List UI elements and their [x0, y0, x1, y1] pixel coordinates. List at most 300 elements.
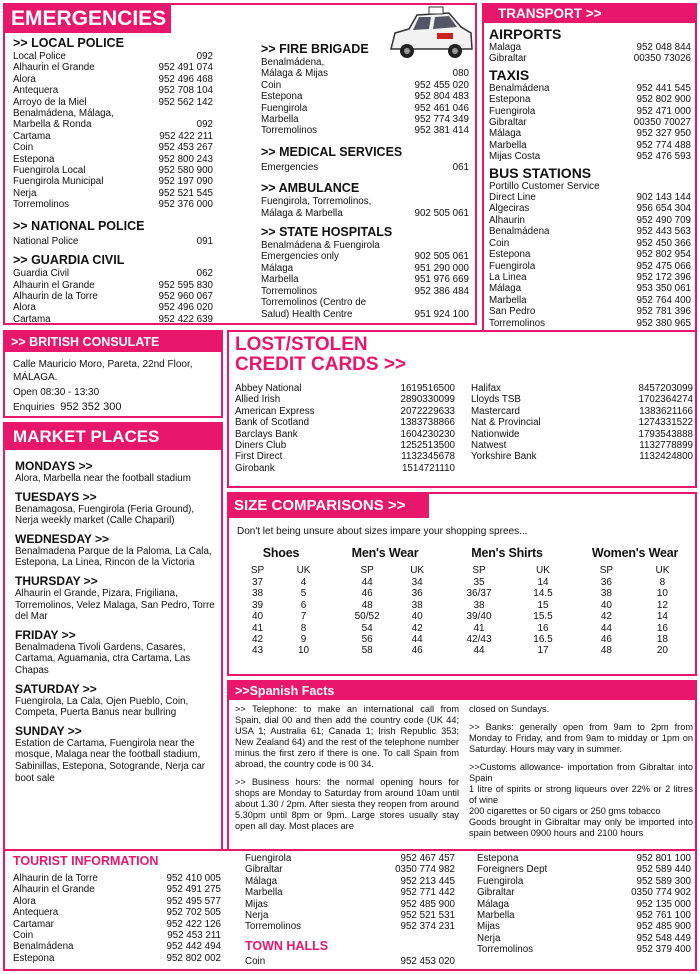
fire-brigade-name: Marbella [261, 114, 299, 126]
card-issuer: Diners Club [235, 440, 287, 452]
size-value: 16 [537, 622, 549, 634]
bus-station-number: 952 781 396 [636, 306, 691, 318]
size-value: 39 [251, 599, 264, 611]
tourist-office-row [13, 907, 221, 918]
tourist-office-row [13, 884, 221, 895]
credit-card-row [235, 440, 455, 451]
size-value: 16 [656, 622, 668, 634]
size-column-header: SP [360, 565, 374, 576]
tourist-office-row [477, 933, 691, 944]
market-day-locations: Benamagosa, Fuengirola (Feria Ground), Nerja weekly market (Calle Chaparil) [15, 503, 195, 527]
card-number: 2072229633 [400, 405, 455, 417]
tourist-office-row [477, 876, 691, 887]
fire-brigade-name: Coin [261, 79, 282, 91]
tourist-office-name: Foreigners Dept [477, 864, 548, 876]
guardia-civil-row [13, 314, 213, 325]
local-police-number: 952 800 243 [158, 153, 213, 165]
size-group-women-s-wear [579, 546, 691, 657]
local-police-number: 952 562 142 [158, 96, 213, 108]
bus-station-number: 952 764 400 [636, 294, 691, 306]
taxi-name: Málaga [489, 128, 522, 140]
tourist-office-number: 952 467 457 [400, 853, 455, 864]
tourist-office-row [245, 853, 455, 864]
market-day-tuesdays [15, 490, 217, 527]
tourist-office-name: Gibraltar [245, 864, 283, 876]
tourist-office-name: Nerja [245, 910, 269, 922]
bus-station-name: Algeciras [489, 203, 530, 215]
town-hall-number: 952 453 020 [400, 956, 455, 967]
taxi-row [489, 94, 691, 105]
size-value: 40 [251, 611, 264, 623]
tourist-office-number: 952 521 531 [400, 910, 455, 922]
national-police-heading: >> NATIONAL POLICE [13, 218, 145, 233]
local-police-number: 952 580 900 [158, 165, 213, 177]
bus-stations-heading: BUS STATIONS [489, 164, 592, 181]
tourist-office-number: 952 410 005 [166, 873, 221, 884]
tourist-office-row [13, 953, 221, 964]
tourist-office-row [477, 921, 691, 932]
tourist-office-name: Estepona [477, 853, 519, 864]
tourist-office-number: 952 422 126 [166, 918, 221, 930]
hospital-row [261, 263, 469, 274]
tourist-office-number: 952 135 000 [636, 898, 691, 910]
local-police-name: Estepona [13, 153, 55, 165]
local-police-name: Coin [13, 142, 34, 154]
local-police-number: 952 376 000 [158, 199, 213, 211]
fire-brigade-number: 952 381 414 [414, 125, 469, 137]
tourist-office-row [477, 910, 691, 921]
guardia-civil-row [13, 280, 213, 291]
taxi-name: Marbella [489, 139, 527, 151]
fact-paragraph: 1 litre of spirits or strong liqueurs over 22% or 2 litres of wine [469, 784, 693, 805]
tourist-office-row [13, 919, 221, 930]
taxi-row [489, 128, 691, 139]
size-group-heading: Men's Shirts [471, 546, 543, 560]
tourist-title: TOURIST INFORMATION [13, 854, 159, 868]
tourist-office-name: Marbella [245, 887, 283, 899]
card-issuer: Natwest [471, 440, 507, 452]
size-group-heading: Men's Wear [351, 546, 419, 560]
size-value: 37 [251, 577, 264, 588]
hospital-name: Málaga [261, 262, 294, 274]
transport-title: TRANSPORT >> [484, 5, 695, 23]
fire-brigade-number: 080 [452, 68, 469, 80]
local-police-name: Arroyo de la Miel [13, 96, 87, 108]
local-police-row [13, 131, 213, 142]
town-hall-name: Coin [245, 956, 266, 967]
size-value: 17 [537, 645, 549, 657]
airport-name: Gibraltar [489, 53, 527, 65]
fire-brigade-name: Benalmádena, [261, 57, 325, 68]
tourist-office-number: 0350 774 902 [631, 887, 691, 899]
local-police-number: 952 491 074 [158, 62, 213, 74]
guardia-civil-row [13, 302, 213, 313]
local-police-number: 952 422 211 [159, 130, 213, 142]
fact-paragraph: closed on Sundays. [469, 704, 550, 714]
tourist-office-name: Alora [13, 895, 36, 907]
taxi-name: Estepona [489, 94, 531, 106]
tourist-office-name: Marbella [477, 910, 515, 922]
tourist-office-number: 952 485 900 [400, 898, 455, 910]
hospital-row [261, 286, 469, 297]
guardia-civil-number: 952 422 639 [158, 313, 213, 325]
card-number: 1604230230 [400, 428, 455, 440]
credit-card-row [471, 383, 693, 394]
hospital-row [261, 240, 469, 251]
bus-station-row [489, 192, 691, 203]
size-column-header: SP [250, 565, 265, 576]
local-police-row [13, 108, 213, 119]
size-value: 54 [361, 622, 373, 634]
taxi-name: Benalmádena [489, 82, 550, 94]
guardia-civil-name: Alhaurin de la Torre [13, 290, 98, 302]
fact-paragraph: 200 cigarettes or 50 cigars or 250 gms tobacco [469, 806, 661, 816]
consulate-address-1: Calle Mauricio Moro, Pareta, 22nd Floor, [13, 359, 193, 370]
market-day-mondays [15, 459, 217, 485]
size-value: 39/40 [466, 611, 492, 623]
hospital-row [261, 297, 469, 308]
local-police-name: Antequera [13, 85, 59, 97]
credit-card-row [235, 429, 455, 440]
tourist-office-number: 952 771 442 [400, 887, 455, 899]
hospital-row [261, 251, 469, 262]
ambulance-row [261, 196, 469, 207]
size-value: 40 [600, 599, 612, 611]
bus-station-name: Málaga [489, 283, 522, 295]
market-day-heading: TUESDAYS >> [15, 489, 97, 504]
tourist-office-name: Estepona [13, 952, 55, 964]
tourist-office-number: 952 801 100 [636, 853, 691, 864]
market-day-locations: Alora, Marbella near the football stadium [15, 473, 191, 484]
size-value: 46 [361, 588, 373, 600]
airport-row [489, 53, 691, 64]
bus-station-row [489, 238, 691, 249]
market-day-heading: FRIDAY >> [15, 627, 76, 642]
tourist-office-row [477, 899, 691, 910]
size-table [235, 561, 327, 657]
guardia-civil-name: Alhaurin el Grande [13, 279, 95, 291]
taxi-number: 952 476 593 [636, 151, 691, 163]
fire-brigade-number: 952 461 046 [414, 102, 469, 114]
credit-card-row [471, 451, 693, 462]
size-value: 16.5 [533, 634, 553, 646]
bus-station-name: La Linea [489, 271, 527, 283]
local-police-number: 092 [196, 119, 213, 131]
hospital-number: 902 505 061 [414, 251, 469, 263]
consulate-hours: Open 08:30 - 13:30 [13, 387, 100, 398]
card-number: 1274331522 [638, 417, 693, 429]
bus-station-row [489, 283, 691, 294]
local-police-name: Fuengirola Municipal [13, 176, 104, 188]
fire-brigade-row [261, 114, 469, 125]
size-group-men-s-shirts [443, 546, 571, 657]
tourist-office-number: 0350 774 982 [395, 864, 455, 876]
bus-station-number: 902 143 144 [636, 192, 691, 204]
tourist-office-name: Fuengirola [477, 875, 524, 887]
size-value: 8 [300, 622, 307, 634]
consulate-title: >> BRITISH CONSULATE [5, 332, 221, 352]
size-value: 44 [411, 634, 423, 646]
size-row [579, 623, 691, 634]
guardia-civil-number: 952 496 020 [158, 302, 213, 314]
tourist-office-name: Benalmádena [13, 941, 74, 953]
tourist-office-name: Nerja [477, 932, 501, 944]
guardia-civil-name: Cartama [13, 313, 51, 325]
credit-cards-title: LOST/STOLEN CREDIT CARDS >> [235, 334, 407, 375]
hospital-row [261, 309, 469, 320]
tourist-office-number: 952 495 577 [166, 895, 221, 907]
credit-card-row [471, 394, 693, 405]
market-day-thursday [15, 574, 217, 623]
national-police-number: 091 [196, 235, 213, 247]
guardia-civil-number: 062 [196, 268, 213, 280]
fire-brigade-number: 952 455 020 [414, 79, 469, 91]
credit-card-row [471, 429, 693, 440]
bus-station-number: 952 802 954 [636, 249, 691, 261]
size-value: 9 [300, 634, 307, 646]
tourist-office-name: Mijas [245, 898, 268, 910]
local-police-row [13, 97, 213, 108]
size-row [443, 577, 571, 588]
size-value: 15.5 [533, 611, 553, 623]
size-value: 44 [600, 622, 612, 634]
local-police-row [13, 62, 213, 73]
tourist-office-name: Gibraltar [477, 887, 515, 899]
local-police-number: 952 521 545 [158, 187, 213, 199]
card-issuer: Nationwide [471, 428, 520, 440]
fire-brigade-row [261, 103, 469, 114]
size-value: 58 [361, 645, 373, 657]
airport-number: 00350 73026 [633, 53, 691, 65]
emergencies-left-column [13, 35, 213, 325]
size-group-heading: Women's Wear [591, 546, 679, 560]
airports-heading: AIRPORTS [489, 26, 562, 42]
size-row [335, 611, 435, 622]
taxi-row [489, 83, 691, 94]
bus-station-row [489, 295, 691, 306]
tourist-office-number: 952 548 449 [636, 932, 691, 944]
market-day-saturday [15, 682, 217, 719]
tourist-office-row [13, 873, 221, 884]
bus-station-number: 953 350 061 [636, 283, 691, 295]
size-value: 5 [300, 588, 307, 600]
guardia-civil-heading: >> GUARDIA CIVIL [13, 253, 125, 268]
size-value: 12 [656, 599, 668, 611]
size-value: 41 [251, 622, 264, 634]
size-row [235, 588, 327, 599]
card-number: 1383621166 [639, 405, 693, 417]
size-row [335, 588, 435, 599]
size-value: 36 [600, 577, 612, 588]
fact-paragraph: >> Business hours: the normal opening hours for shops are Monday to Saturday from around 10am until about 1.30 / 2pm. After siesta they reopen from around 5.30pm until 8pm or 9pm. Large stores usually stay open all day. Most places are [235, 777, 459, 831]
medical-row [261, 162, 469, 173]
bus-station-number: 952 380 965 [636, 317, 691, 329]
size-row [443, 611, 571, 622]
size-value: 43 [251, 645, 264, 657]
size-value: 10 [656, 588, 668, 600]
size-value: 14.5 [533, 588, 553, 600]
bus-station-row [489, 215, 691, 226]
bus-station-name: Marbella [489, 294, 527, 306]
tourist-office-row [245, 876, 455, 887]
market-day-wednesday [15, 532, 217, 569]
hospital-name: Torremolinos [261, 285, 318, 297]
taxi-number: 952 441 545 [636, 82, 691, 94]
size-value: 38 [411, 599, 423, 611]
tourist-office-name: Alhaurin el Grande [13, 884, 95, 896]
credit-card-row [235, 463, 455, 474]
bus-station-row [489, 318, 691, 329]
fact-paragraph: Goods brought in Gibraltar may only be imported into spain between 0900 hours and 2100 hours [469, 817, 693, 838]
ambulance-row [261, 208, 469, 219]
tourist-office-row [245, 887, 455, 898]
local-police-heading: >> LOCAL POLICE [13, 36, 124, 50]
fact-paragraph: >> Telephone: to make an international call from Spain, dial 00 and then add the country code (UK 44; USA 1; Australia 61; Canada 1; Irish Republic 353; New Zealand 64) and the rest of the telephone number minus the first zero if there is one. To call Spain from abroad, the country code is 00 34. [235, 704, 459, 769]
size-row [443, 588, 571, 599]
card-issuer: Girobank [235, 462, 275, 474]
state-hospitals-heading: >> STATE HOSPITALS [261, 225, 393, 240]
market-day-heading: THURSDAY >> [15, 573, 98, 588]
tourist-office-name: Antequera [13, 907, 59, 919]
card-issuer: Mastercard [471, 405, 520, 417]
fire-brigade-name: Fuengirola [261, 102, 308, 114]
tourist-office-number: 952 589 300 [636, 875, 691, 887]
taxis-heading: TAXIS [489, 66, 530, 83]
fire-brigade-number: 952 774 349 [414, 114, 469, 126]
tourist-office-number: 952 761 100 [636, 910, 691, 922]
ambulance-name: Málaga & Marbella [261, 207, 343, 219]
local-police-row [13, 119, 213, 130]
size-row [235, 600, 327, 611]
size-table [443, 561, 571, 657]
local-police-row [13, 176, 213, 187]
fire-brigade-row [261, 68, 469, 79]
fire-brigade-row [261, 80, 469, 91]
size-row [235, 623, 327, 634]
size-column-header: UK [296, 565, 311, 576]
size-value: 42 [411, 622, 423, 634]
size-value: 7 [300, 611, 307, 623]
tourist-office-name: Alhaurin de la Torre [13, 873, 98, 884]
medical-number: 061 [452, 161, 469, 173]
transport-panel [482, 3, 697, 378]
consulate-panel [3, 330, 223, 418]
taxi-number: 952 471 000 [636, 105, 691, 117]
card-number: 1132778899 [639, 440, 693, 452]
fact-paragraph: >>Customs allowance- importation from Gibraltar into Spain [469, 762, 693, 783]
size-row [335, 645, 435, 656]
taxi-number: 952 774 488 [636, 139, 691, 151]
local-police-name: Local Police [13, 51, 66, 62]
guardia-civil-row [13, 291, 213, 302]
credit-card-row [471, 417, 693, 428]
taxi-number: 00350 70027 [633, 117, 691, 129]
size-value: 10 [297, 645, 310, 657]
bus-station-row [489, 272, 691, 283]
credit-card-row [235, 394, 455, 405]
local-police-row [13, 154, 213, 165]
size-value: 44 [473, 645, 485, 657]
bus-station-number: 952 443 563 [636, 226, 691, 238]
tourist-office-row [13, 941, 221, 952]
tourist-office-row [477, 864, 691, 875]
hospital-row [261, 274, 469, 285]
size-value: 14 [537, 577, 549, 588]
local-police-number: 952 708 104 [158, 85, 213, 97]
card-issuer: Bank of Scotland [235, 417, 310, 429]
card-number: 1383738866 [400, 417, 455, 429]
local-police-row [13, 51, 213, 62]
tourist-office-row [477, 853, 691, 864]
ambulance-heading: >> AMBULANCE [261, 181, 360, 196]
size-value: 42 [251, 634, 264, 646]
size-value: 35 [473, 577, 485, 588]
card-issuer: American Express [235, 405, 315, 417]
size-column-header: UK [410, 565, 425, 576]
size-row [579, 611, 691, 622]
bus-station-row [489, 203, 691, 214]
local-police-number: 952 453 267 [158, 142, 213, 154]
national-police-name: National Police [13, 235, 79, 247]
card-issuer: Lloyds TSB [471, 394, 521, 406]
local-police-name: Cartama [13, 130, 51, 142]
bus-station-row [489, 261, 691, 272]
market-day-locations: Benalmadena Parque de la Paloma, La Cala, Estepona, La Linea, Rincon de la Victoria [15, 545, 212, 569]
card-number: 1793543888 [638, 428, 693, 440]
credit-card-row [471, 440, 693, 451]
spanish-facts-title: >>Spanish Facts [229, 682, 695, 700]
size-row [335, 600, 435, 611]
taxi-number: 952 802 900 [636, 94, 691, 106]
bus-station-number: 952 490 709 [636, 214, 691, 226]
local-police-row [13, 188, 213, 199]
market-day-locations: Alhaurin el Grande, Pizara, Frigiliana, Torremolinos, Velez Malaga, San Pedro, Torre del Mar [15, 587, 215, 623]
tourist-office-row [477, 887, 691, 898]
ambulance-name: Fuengirola, Torremolinos, [261, 196, 372, 208]
local-police-number: 952 496 468 [158, 73, 213, 85]
tourist-office-name: Cartamar [13, 918, 54, 930]
medical-services-heading: >> MEDICAL SERVICES [261, 144, 403, 159]
airport-number: 952 048 844 [636, 42, 691, 53]
fire-brigade-number: 952 804 483 [414, 91, 469, 103]
tourist-office-number: 952 702 505 [166, 907, 221, 919]
credit-card-row [235, 417, 455, 428]
size-row [579, 588, 691, 599]
card-number: 1619516500 [400, 383, 455, 394]
card-issuer: Abbey National [235, 383, 302, 394]
sizes-title: SIZE COMPARISONS >> [229, 494, 429, 518]
tourist-office-name: Torremolinos [245, 921, 302, 933]
fact-paragraph: >> Banks: generally open from 9am to 2pm from Monday to Friday, and from 9am to midday or 1pm on Saturday. Hours may vary in summer. [469, 722, 693, 754]
credit-cards-panel [227, 330, 697, 488]
card-number: 2890330099 [400, 394, 455, 406]
tourist-office-number: 952 213 445 [400, 875, 455, 887]
size-value: 48 [361, 599, 373, 611]
fire-brigade-heading: >> FIRE BRIGADE [261, 42, 369, 56]
local-police-name: Torremolinos [13, 199, 70, 211]
local-police-name: Nerja [13, 187, 37, 199]
emergencies-right-column [261, 41, 469, 320]
taxi-name: Fuengirola [489, 105, 536, 117]
local-police-row [13, 165, 213, 176]
size-row [443, 634, 571, 645]
tourist-office-name: Mijas [477, 921, 500, 933]
credit-card-row [235, 383, 455, 394]
size-value: 38 [251, 588, 264, 600]
taxi-row [489, 117, 691, 128]
bus-station-name: Torremolinos [489, 317, 546, 329]
market-day-locations: Benalmadena Tivoli Gardens, Casares, Cartama, Aguamania, ctra Cartama, Las Chapas [15, 641, 191, 676]
